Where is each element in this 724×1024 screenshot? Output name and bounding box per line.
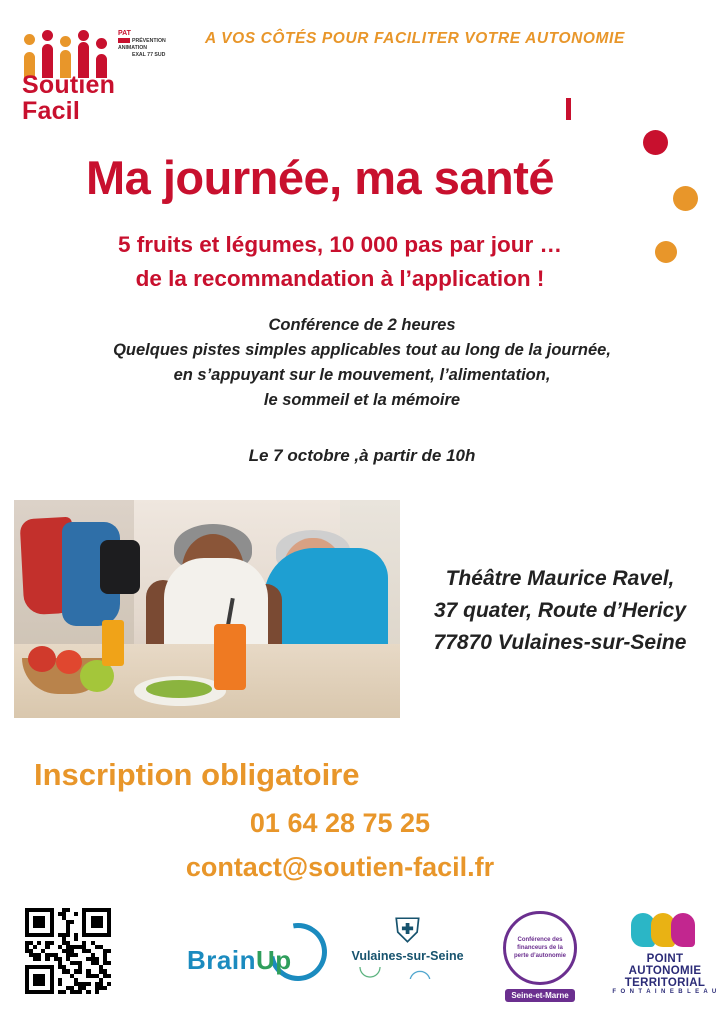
event-photo xyxy=(14,500,400,718)
qr-code-icon[interactable] xyxy=(25,908,111,994)
partner-line1: PRÉVENTION ANIMATION xyxy=(118,38,166,51)
subtitle-line-1: 5 fruits et légumes, 10 000 pas par jour … xyxy=(118,232,562,257)
conference-department-label: Seine-et-Marne xyxy=(505,989,574,1002)
point-autonomie-shapes-icon xyxy=(605,913,724,953)
page-title: Ma journée, ma santé xyxy=(86,151,554,204)
pat-label-line-3: TERRITORIAL xyxy=(624,977,706,989)
registration-title: Inscription obligatoire xyxy=(34,757,360,792)
vulaines-monument-icon: ⛨ xyxy=(394,912,421,950)
subtitle-line-2: de la recommandation à l’application ! xyxy=(135,266,545,291)
logo-wordmark-line1: Soutien xyxy=(22,71,116,99)
header-tagline: A VOS CÔTÉS POUR FACILITER VOTRE AUTONOMIE xyxy=(205,30,625,47)
venue-address xyxy=(410,563,710,659)
description xyxy=(0,313,724,413)
brainup-label-brain: Brain xyxy=(187,945,256,975)
vulaines-logo xyxy=(345,913,470,979)
partner-pat-label: PAT xyxy=(118,30,131,37)
vulaines-label: Vulaines-sur-Seine xyxy=(351,949,464,963)
vulaines-wave-icon xyxy=(345,967,470,979)
pat-label-line-4: F O N T A I N E B L E A U xyxy=(612,989,718,995)
registration-email[interactable]: contact@soutien-facil.fr xyxy=(185,852,495,882)
partner-bar-icon xyxy=(118,38,130,43)
brainup-label-up: Up xyxy=(255,945,292,975)
description-line-4: le sommeil et la mémoire xyxy=(263,391,461,409)
conference-financeurs-logo xyxy=(485,911,595,1003)
partner-line2: EXAL 77 SUD xyxy=(132,52,166,58)
registration-phone[interactable]: 01 64 28 75 25 xyxy=(249,808,431,838)
description-line-3: en s’appuyant sur le mouvement, l’alimentation, xyxy=(173,366,551,384)
footer-logos xyxy=(185,905,718,1005)
soutien-facil-logo xyxy=(18,14,193,125)
pat-label-line-2: AUTONOMIE xyxy=(628,965,702,977)
venue-line-3: 77870 Vulaines-sur-Seine xyxy=(433,631,687,654)
brainup-logo xyxy=(185,923,325,985)
decor-dot-red xyxy=(643,130,668,155)
pat-label-line-1: POINT xyxy=(646,953,684,965)
logo-wordmark xyxy=(22,72,115,124)
venue-line-1: Théâtre Maurice Ravel, xyxy=(445,567,675,590)
venue-line-2: 37 quater, Route d’Hericy xyxy=(433,599,687,622)
decor-bar xyxy=(566,98,571,120)
conference-ring-label: Conférence des financeurs de la perte d’autonomie xyxy=(503,911,577,985)
partner-logo xyxy=(118,30,192,59)
description-line-2: Quelques pistes simples applicables tout au long de la journée, xyxy=(113,341,611,359)
logo-wordmark-line2: Facil xyxy=(22,97,80,125)
point-autonomie-logo xyxy=(605,913,724,995)
subtitle xyxy=(0,228,680,296)
decor-dot-orange-1 xyxy=(673,186,698,211)
description-line-1: Conférence de 2 heures xyxy=(268,316,456,334)
event-date: Le 7 octobre ,à partir de 10h xyxy=(248,446,476,465)
